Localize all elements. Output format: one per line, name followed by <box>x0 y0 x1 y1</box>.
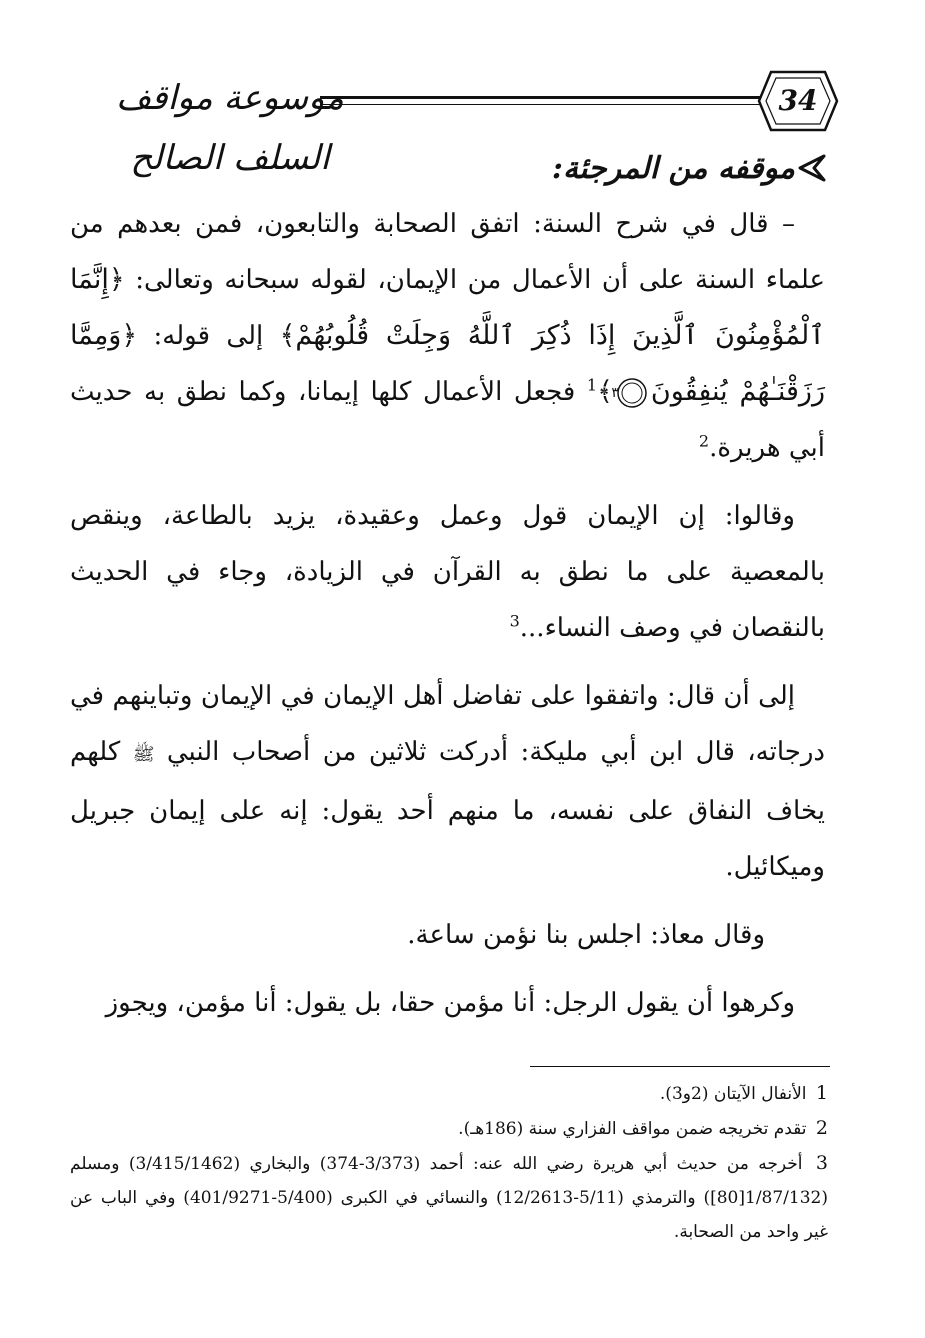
footnote-item <box>70 1076 828 1111</box>
footnote-ref: 3 <box>509 611 520 631</box>
quran-verse: ﴿إِنَّمَا ٱلْمُؤْمِنُونَ ٱلَّذِينَ إِذَا ذُكِرَ ٱللَّهُ وَجِلَتْ قُلُوبُهُمْ﴾ <box>70 264 825 351</box>
ayah-number-icon <box>611 376 649 410</box>
footnote-text: أخرجه من حديث أبي هريرة رضي الله عنه: أحمد (3/373-374) والبخاري (3/415/1462) ومسلم (1/87/132[80]) والترمذي (5/11-12/2613) والنسائي في الكبرى (5/400-401/9271) وفي الباب عن غير واحد من الصحابة. <box>70 1154 828 1242</box>
text-run: – قال في شرح السنة: اتفق الصحابة والتابعون، فمن بعدهم من علماء السنة على أن الأعمال من الإيمان، لقوله سبحانه وتعالى: <box>70 209 825 295</box>
paragraph-4: وقال معاذ: اجلس بنا نؤمن ساعة. <box>407 920 765 950</box>
text-run: كلهم يخاف النفاق على نفسه، ما منهم أحد يقول: إنه على إيمان جبريل وميكائيل. <box>70 737 825 882</box>
footnote-item <box>70 1146 828 1249</box>
text-run: إلى أن قال: واتفقوا على تفاضل أهل الإيمان في الإيمان وتباينهم في درجاته، قال ابن أبي مليكة: أدركت ثلاثين من أصحاب النبي <box>70 681 825 767</box>
footnote-number: 2 <box>815 1117 828 1139</box>
footnote-item <box>70 1111 828 1146</box>
paragraph-2 <box>70 488 825 656</box>
body-text <box>70 196 825 1043</box>
footnote-text: الأنفال الآيتان (2و3). <box>659 1084 807 1104</box>
salutation-symbol: ﷺ <box>132 744 155 765</box>
footnote-text: تقدم تخريجه ضمن مواقف الفزاري سنة (186هـ). <box>458 1119 807 1139</box>
footnote-ref: 1 <box>586 375 598 395</box>
footnote-number: 3 <box>815 1152 829 1174</box>
arrowhead-marker-icon <box>796 154 826 182</box>
page-number: 34 <box>778 84 818 117</box>
book-title: موسوعة مواقف السلف الصالح <box>116 78 344 178</box>
quran-verse-close: ﴾ <box>597 376 613 407</box>
paragraph-1 <box>70 196 825 476</box>
ayah-number: ٣ <box>611 385 619 401</box>
footnote-ref: 2 <box>698 431 710 451</box>
text-run: فجعل الأعمال كلها إيمانا، وكما نطق به حديث أبي هريرة. <box>70 377 825 463</box>
paragraph-5: وكرهوا أن يقول الرجل: أنا مؤمن حقا، بل يقول: أنا مؤمن، ويجوز <box>105 988 795 1018</box>
paragraph-3 <box>70 668 825 895</box>
quran-verse: ﴿وَمِمَّا رَزَقْنَـٰهُمْ يُنفِقُونَ <box>70 320 826 407</box>
text-run: إلى قوله: <box>137 321 280 351</box>
section-heading: موقفه من المرجئة: <box>551 151 795 186</box>
footnote-number: 1 <box>815 1082 828 1104</box>
text-run: وقالوا: إن الإيمان قول وعمل وعقيدة، يزيد بالطاعة، وينقص بالمعصية على ما نطق به القرآن في الزيادة، وجاء في الحديث بالنقصان في وصف النساء... <box>70 501 825 643</box>
footnote-divider <box>530 1066 830 1067</box>
footnotes <box>70 1076 828 1249</box>
